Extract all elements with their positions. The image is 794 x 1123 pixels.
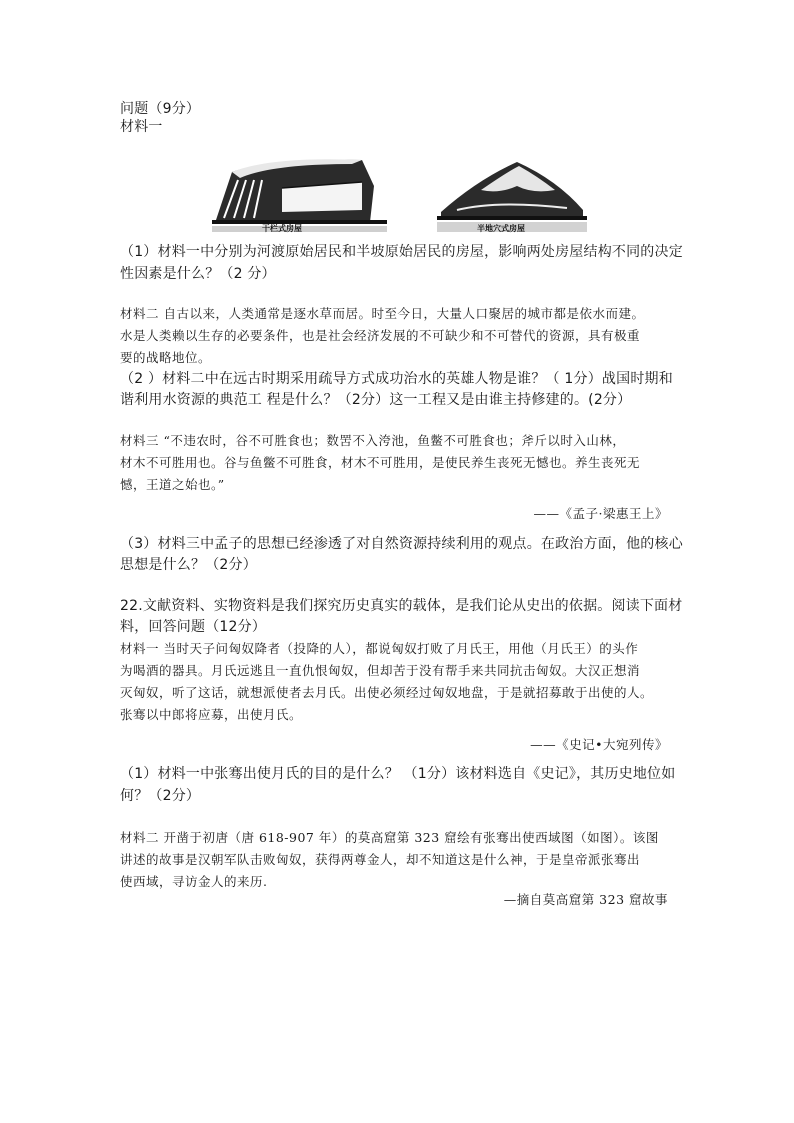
q22-material-one-line2: 为喝酒的器具。月氏远逃且一直仇恨匈奴，但却苦于没有帮手来共同抗击匈奴。大汉正想消 <box>120 663 641 678</box>
material-two-line3: 要的战略地位。 <box>120 350 212 365</box>
q22-intro-line2: 料，回答问题（12分） <box>120 619 267 635</box>
material-three-line3: 憾，王道之始也。” <box>120 477 225 492</box>
house-figure <box>212 150 582 232</box>
q22-material-two-line3: 使西域，寻访金人的来历. <box>120 874 268 889</box>
stilt-house-image <box>212 150 392 232</box>
q21-sub1-line1: （1）材料一中分别为河渡原始居民和半坡原始居民的房屋，影响两处房屋结构不同的决定 <box>120 244 683 260</box>
q22-material-one-line3: 灭匈奴，听了这话，就想派使者去月氏。出使必须经过匈奴地盘，于是就招募敢于出使的人。 <box>120 685 654 700</box>
q22-intro-line1: 22.文献资料、实物资料是我们探究历史真实的载体，是我们论从史出的依据。阅读下面材 <box>120 598 683 614</box>
material-one-label: 材料一 <box>120 119 163 135</box>
material-three-line1: 材料三 “不违农时，谷不可胜食也；数罟不入洿池，鱼鳖不可胜食也；斧斤以时入山林， <box>120 433 626 448</box>
q22-sub1-line2: 何？（2分） <box>120 788 201 804</box>
q22-material-two-line2: 讲述的故事是汉朝军队击败匈奴，获得两尊金人，却不知道这是什么神，于是皇帝派张骞出 <box>120 852 641 867</box>
q22-material-one-line1: 材料一 当时天子问匈奴降者（投降的人），都说匈奴打败了月氏王，用他（月氏王）的头作 <box>120 641 639 656</box>
q21-sub2-line2: 谐利用水资源的典范工 程是什么？（2分）这一工程又是由谁主持修建的。(2分） <box>120 392 632 408</box>
question-header: 问题（9分） <box>120 101 201 117</box>
pit-house-caption: 半地穴式房屋 <box>477 224 525 233</box>
q21-sub2-line1: （2 ）材料二中在远古时期采用疏导方式成功治水的英雄人物是谁？（ 1分）战国时期和 <box>120 371 673 387</box>
material-two-line2: 水是人类赖以生存的必要条件，也是社会经济发展的不可缺少和不可替代的资源，具有极重 <box>120 328 641 343</box>
q22-material-one-line4: 张骞以中郎将应募，出使月氏。 <box>120 707 303 722</box>
q22-sub1-line1: （1）材料一中张骞出使月氏的目的是什么？ （1分）该材料选自《史记》，其历史地位如 <box>120 766 676 782</box>
q22-material-one-source: ——《史记•大宛列传》 <box>530 737 668 752</box>
q21-sub3-line2: 思想是什么？（2分） <box>120 557 257 573</box>
q22-material-two-source: —摘自莫高窟第 323 窟故事 <box>503 892 668 907</box>
q21-sub1-line2: 性因素是什么？（2 分） <box>120 266 276 282</box>
material-two-line1: 材料二 自古以来，人类通常是逐水草而居。时至今日，大量人口聚居的城市都是依水而建。 <box>120 306 645 321</box>
material-three-source: ——《孟子·梁惠王上》 <box>533 506 668 521</box>
q22-material-two-line1: 材料二 开凿于初唐（唐 618-907 年）的莫高窟第 323 窟绘有张骞出使西域图（如图）。该图 <box>120 830 659 845</box>
stilt-house-caption: 干栏式房屋 <box>262 224 302 233</box>
material-three-line2: 材木不可胜用也。谷与鱼鳖不可胜食，材木不可胜用，是使民养生丧死无憾也。养生丧死无 <box>120 455 641 470</box>
q21-sub3-line1: （3）材料三中孟子的思想已经渗透了对自然资源持续利用的观点。在政治方面，他的核心 <box>120 536 683 552</box>
pit-house-image <box>437 150 587 232</box>
